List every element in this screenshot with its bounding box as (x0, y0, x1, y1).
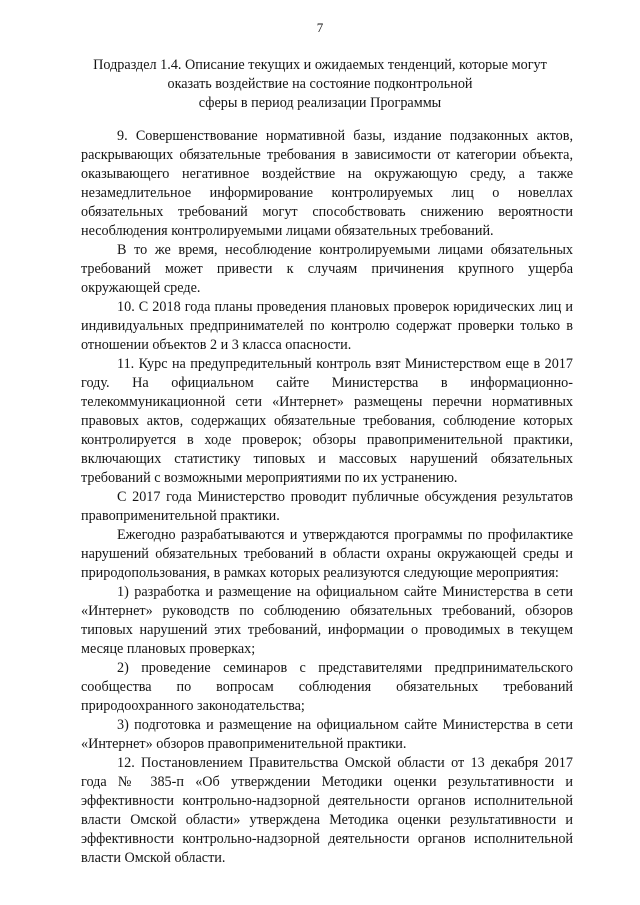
paragraph-9-continuation: В то же время, несоблюдение контролируемыми лицами обязательных требований может привести к случаям причинения крупного ущерба окружающей среде. (81, 242, 573, 296)
heading-line-1: Подраздел 1.4. Описание текущих и ожидаемых тенденций, которые могут (93, 57, 547, 73)
paragraph-prevention-programs: Ежегодно разрабатываются и утверждаются программы по профилактике нарушений обязательных требований в области охраны окружающей среды и природопользования, в рамках которых реализуются следующие мероприятия: (81, 527, 573, 581)
heading-line-3: сферы в период реализации Программы (198, 95, 442, 111)
paragraph-public-discussions: С 2017 года Министерство проводит публичные обсуждения результатов правоприменительной практики. (81, 489, 573, 524)
heading-line-2: оказать воздействие на состояние подконтрольной (167, 76, 473, 92)
paragraph-10: 10. С 2018 года планы проведения плановых проверок юридических лиц и индивидуальных предпринимателей по контролю содержат проверки только в отношении объектов 2 и 3 класса опасности. (81, 299, 573, 353)
paragraph-9: 9. Совершенствование нормативной базы, издание подзаконных актов, раскрывающих обязательные требования в зависимости от категории объекта, оказывающего негативное воздействие на окружающую среду, а также незамедлительное информирование контролируемых лиц о новеллах обязательных требований могут способствовать снижению вероятности несоблюдения контролируемыми лицами обязательных требований. (81, 128, 573, 239)
paragraph-11: 11. Курс на предупредительный контроль взят Министерством еще в 2017 году. На официальном сайте Министерства в информационно-телекоммуникационной сети «Интернет» размещены перечни нормативных правовых актов, содержащих обязательные требования, соблюдение которых контролируется в ходе проверок; обзоры правоприменительной практики, включающих статистику типовых и массовых нарушений обязательных требований с возможными мероприятиями по их устранению. (81, 356, 573, 486)
document-body (81, 127, 573, 868)
paragraph-12: 12. Постановлением Правительства Омской области от 13 декабря 2017 года № 385-п «Об утверждении Методики оценки результативности и эффективности контрольно-надзорной деятельности органов исполнительной власти Омской области» утверждена Методика оценки результативности и эффективности контрольно-надзорной деятельности органов исполнительной власти Омской области. (81, 755, 573, 866)
list-item-2: 2) проведение семинаров с представителями предпринимательского сообщества по вопросам соблюдения обязательных требований природоохранного законодательства; (81, 660, 573, 714)
list-item-1: 1) разработка и размещение на официальном сайте Министерства в сети «Интернет» руководств по соблюдению обязательных требований, обзоров типовых нарушений этих требований, информации о проводимых в текущем месяце плановых проверках; (81, 584, 573, 657)
page-number: 7 (316, 20, 324, 35)
subsection-heading (60, 56, 580, 113)
list-item-3: 3) подготовка и размещение на официальном сайте Министерства в сети «Интернет» обзоров правоприменительной практики. (81, 717, 573, 752)
